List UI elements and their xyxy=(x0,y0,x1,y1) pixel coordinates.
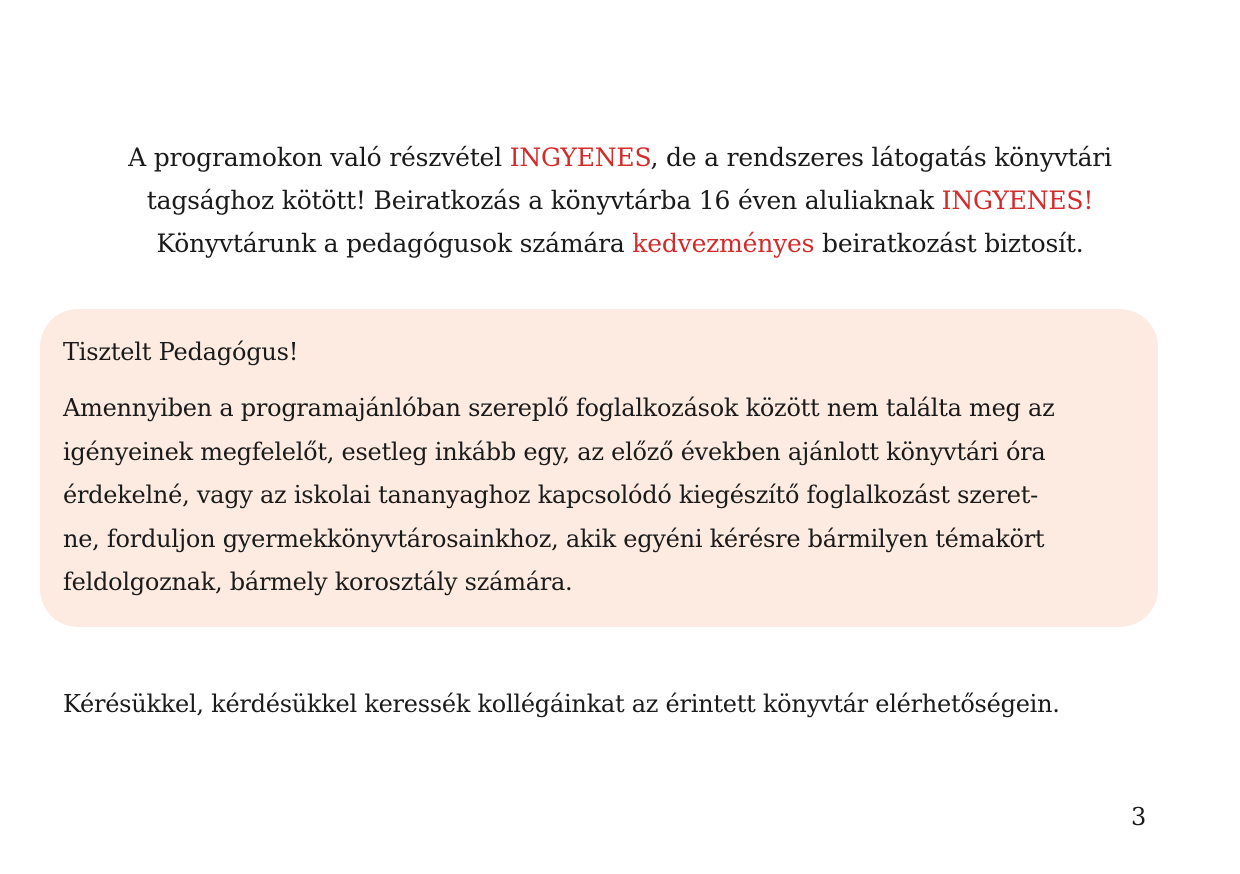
notice-line: igényeinek megfelelőt, esetleg inkább egy, az előző években ajánlott könyvtári óra xyxy=(63,437,1046,466)
intro-text: beiratkozást biztosít. xyxy=(814,229,1084,258)
discount-highlight: kedvezményes xyxy=(632,229,815,258)
notice-greeting: Tisztelt Pedagógus! xyxy=(63,338,299,366)
teacher-notice-box xyxy=(40,309,1158,627)
intro-text: A programokon való részvétel xyxy=(128,143,510,172)
intro-text: Könyvtárunk a pedagógusok számára xyxy=(156,229,633,258)
free-highlight: INGYENES xyxy=(509,143,651,172)
notice-line: Amennyiben a programajánlóban szereplő foglalkozások között nem találta meg az xyxy=(63,394,1055,422)
free-highlight: INGYENES! xyxy=(941,186,1094,215)
intro-text: tagsághoz kötött! Beiratkozás a könyvtárba 16 éven aluliaknak xyxy=(146,186,942,215)
notice-line: feldolgoznak, bármely korosztály számára. xyxy=(63,568,573,596)
closing-paragraph: Kérésükkel, kérdésükkel keressék kollégáinkat az érintett könyvtár elérhetőségein. xyxy=(63,690,1060,718)
notice-line: ne, forduljon gyermekkönyvtárosainkhoz, akik egyéni kérésre bármilyen témakört xyxy=(63,524,1045,553)
intro-paragraph xyxy=(60,136,1180,265)
notice-body xyxy=(63,387,1138,605)
intro-line-2 xyxy=(60,179,1180,222)
intro-line-1 xyxy=(60,136,1180,179)
intro-line-3 xyxy=(60,222,1180,265)
intro-text: , de a rendszeres látogatás könyvtári xyxy=(650,143,1112,172)
page-number: 3 xyxy=(1131,803,1147,831)
notice-line: érdekelné, vagy az iskolai tananyaghoz kapcsolódó kiegészítő foglalkozást szeret- xyxy=(63,481,1039,509)
